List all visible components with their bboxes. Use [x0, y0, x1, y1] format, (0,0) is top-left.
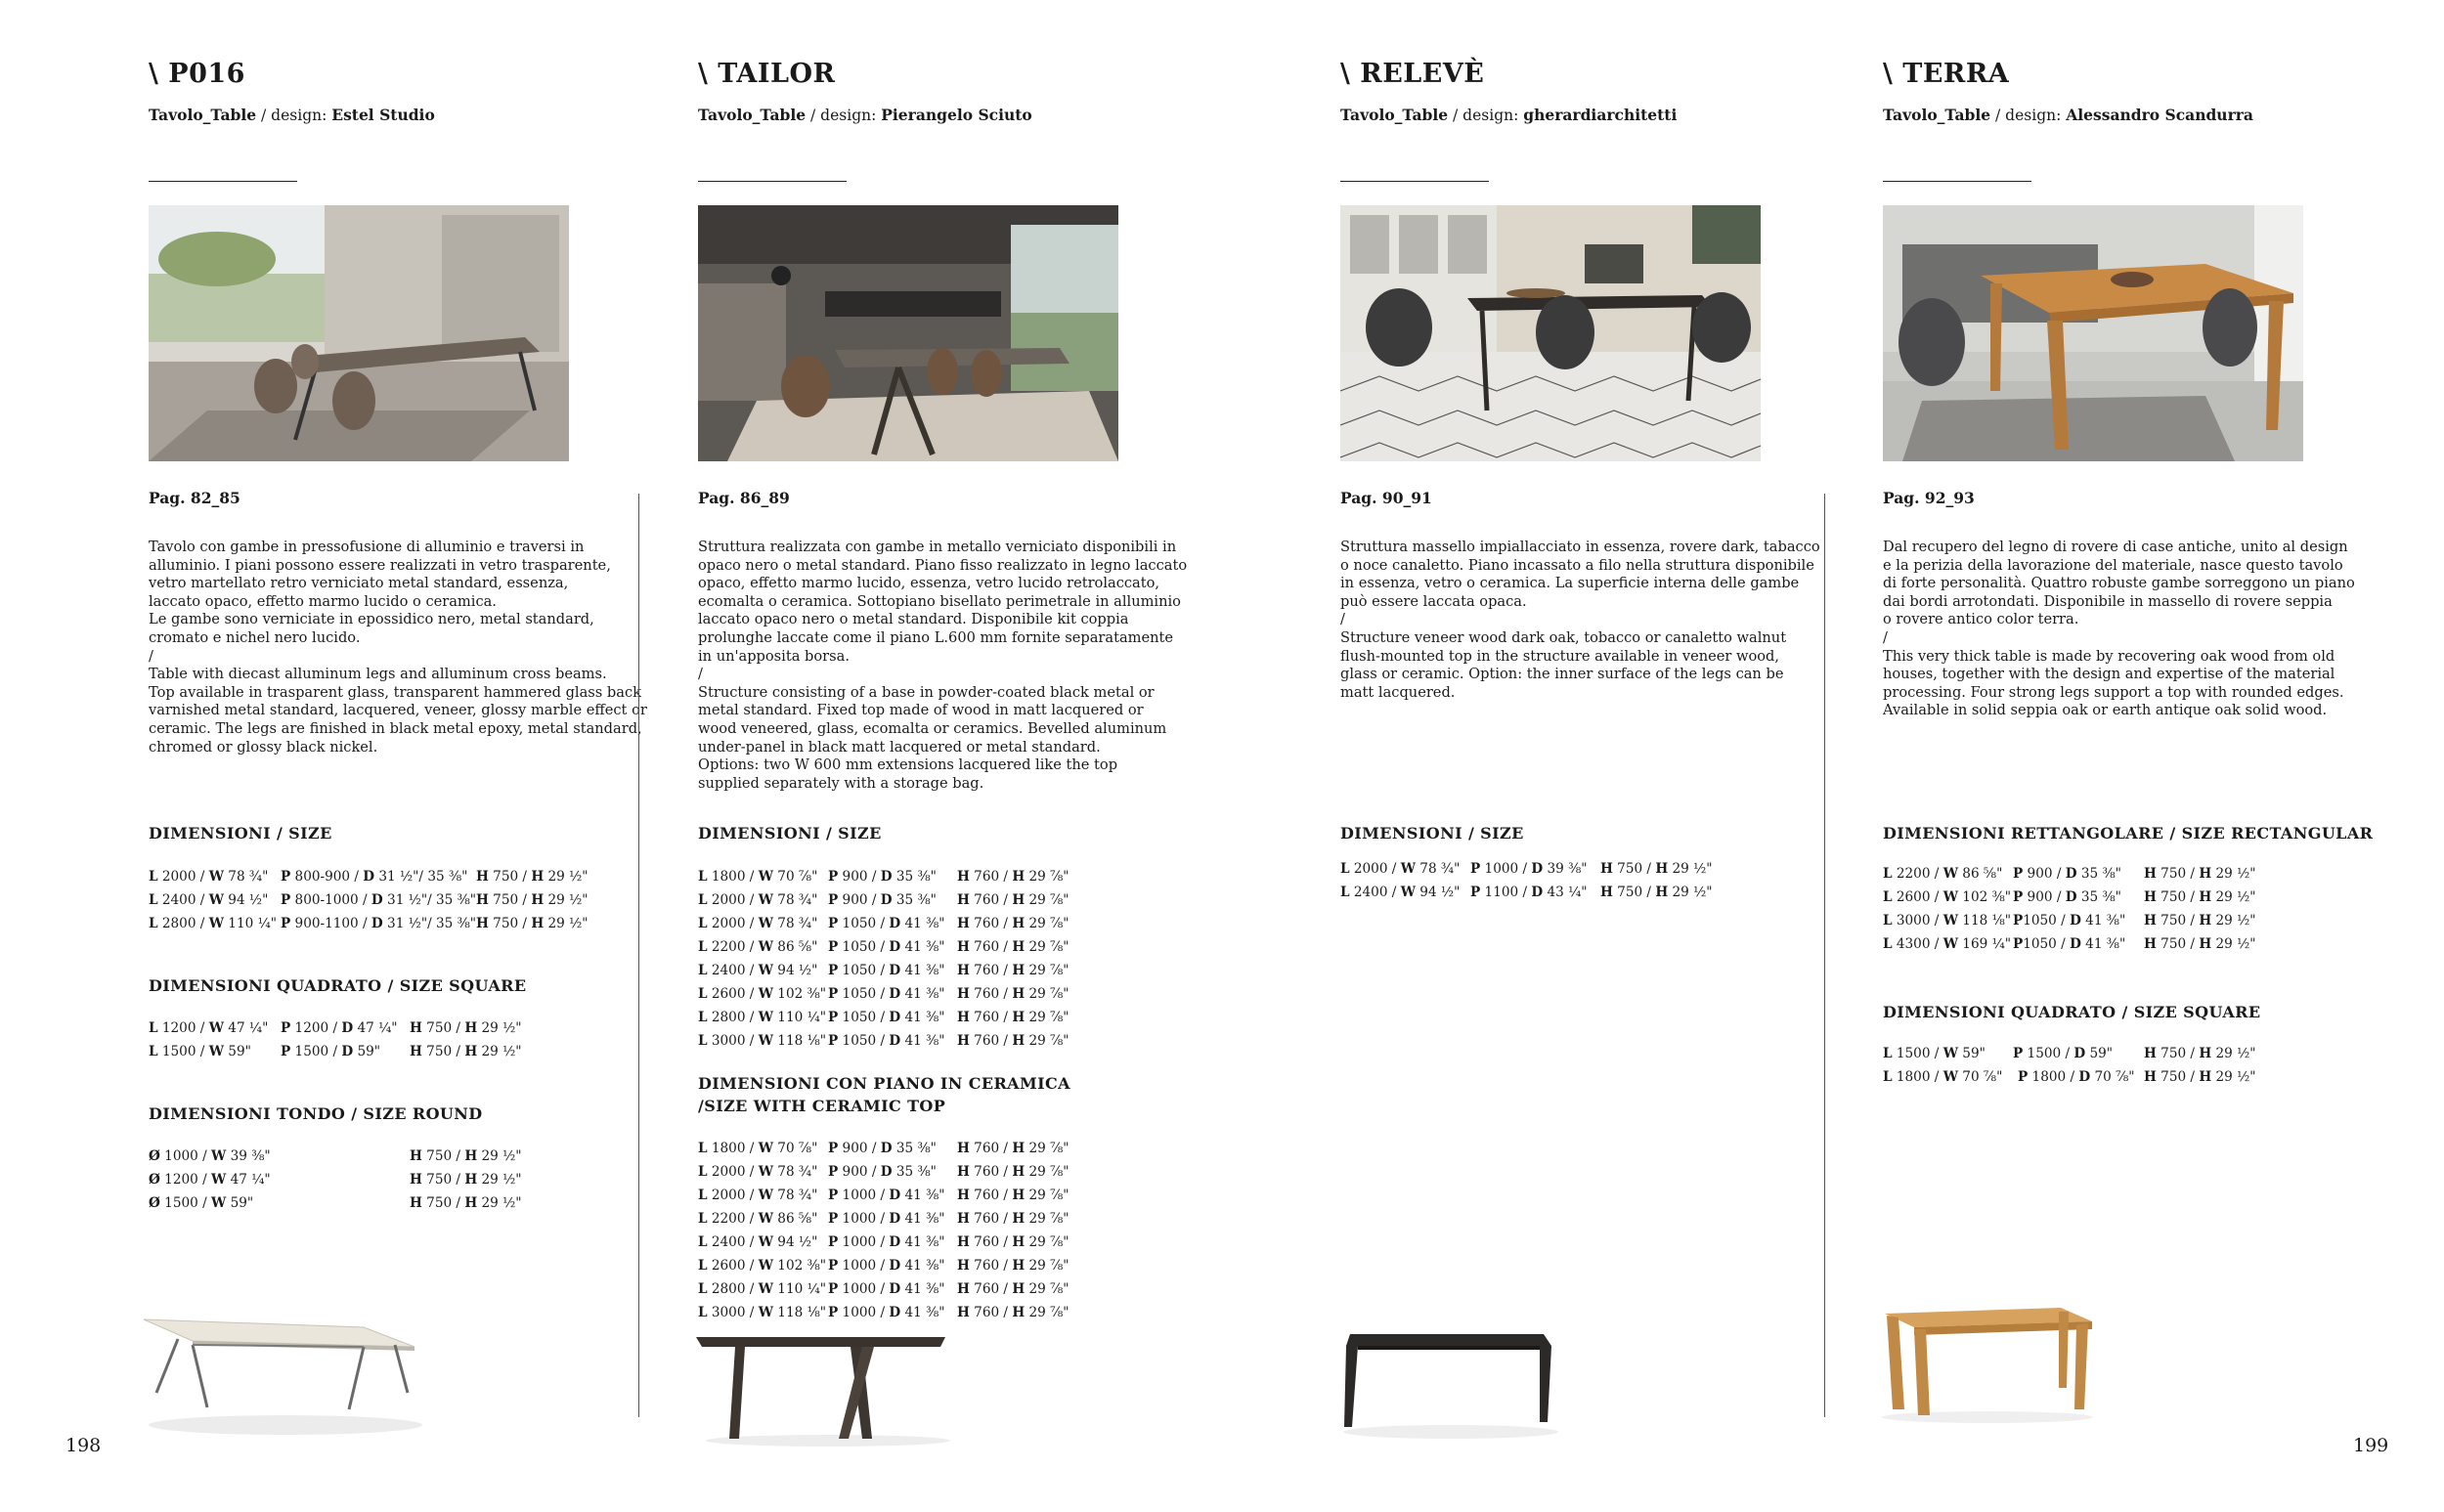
- table-cutout-image: [696, 1331, 960, 1448]
- product-title: \ P016: [149, 59, 245, 89]
- column-divider: [1824, 494, 1825, 1417]
- size-square-heading: DIMENSIONI QUADRATO / SIZE SQUARE: [1883, 1003, 2261, 1021]
- product-subtitle: Tavolo_Table / design: Estel Studio: [149, 106, 435, 124]
- page-number-left: 198: [65, 1435, 102, 1456]
- size-heading: DIMENSIONI / SIZE: [149, 824, 332, 842]
- description: Struttura massello impiallacciato in essenza, rovere dark, tabacco o noce canaletto. Piano incassato a filo nella struttura disponibile in essenza, vetro o ceramica. La superficie interna delle gambe può essere laccata opaca. / Structure veneer wood dark oak, tobacco or canaletto walnut flush-mounted top in the structure available in veneer wood, glass or ceramic. Option: the inner surface of the legs can be matt lacquered.: [1340, 539, 1820, 701]
- product-photo: [1340, 205, 1761, 461]
- table-cutout-image: [1338, 1324, 1563, 1442]
- size-heading: DIMENSIONI / SIZE: [698, 824, 882, 842]
- product-photo: [698, 205, 1118, 461]
- size-square-heading: DIMENSIONI QUADRATO / SIZE SQUARE: [149, 976, 527, 995]
- product-subtitle: Tavolo_Table / design: Pierangelo Sciuto: [698, 106, 1032, 124]
- product-subtitle: Tavolo_Table / design: gherardiarchitetti: [1340, 106, 1678, 124]
- divider: [1340, 181, 1489, 182]
- divider: [1883, 181, 2031, 182]
- size-round-heading: DIMENSIONI TONDO / SIZE ROUND: [149, 1104, 483, 1123]
- description: Dal recupero del legno di rovere di case antiche, unito al design e la perizia della lavorazione del materiale, nasce questo tavolo di forte personalità. Quattro robuste gambe sorreggono un piano dai bordi arrotondati. Disponibile in massello di rovere seppia o rovere antico color terra. / This very thick table is made by recovering oak wood from old houses, together with the design and expertise of the material processing. Four strong legs support a top with rounded edges. Available in solid seppia oak or earth antique oak solid wood.: [1883, 539, 2355, 719]
- page-reference: Pag. 86_89: [698, 489, 790, 507]
- page-reference: Pag. 82_85: [149, 489, 240, 507]
- product-title: \ TAILOR: [698, 59, 836, 89]
- table-cutout-image: [139, 1300, 422, 1447]
- size-rectangular-heading: DIMENSIONI RETTANGOLARE / SIZE RECTANGULAR: [1883, 824, 2374, 842]
- product-subtitle: Tavolo_Table / design: Alessandro Scandurra: [1883, 106, 2253, 124]
- product-title: \ RELEVÈ: [1340, 59, 1485, 89]
- product-title: \ TERRA: [1883, 59, 2010, 89]
- product-photo: [1883, 205, 2303, 461]
- column-divider: [638, 494, 639, 1417]
- table-cutout-image: [1875, 1300, 2100, 1427]
- divider: [149, 181, 297, 182]
- size-heading: DIMENSIONI / SIZE: [1340, 824, 1524, 842]
- page-reference: Pag. 92_93: [1883, 489, 1975, 507]
- page-number-right: 199: [2353, 1435, 2389, 1456]
- product-photo: [149, 205, 569, 461]
- page-reference: Pag. 90_91: [1340, 489, 1432, 507]
- divider: [698, 181, 847, 182]
- description: Tavolo con gambe in pressofusione di alluminio e traversi in alluminio. I piani possono essere realizzati in vetro trasparente, vetro martellato retro verniciato metal standard, essenza, laccato opaco, effetto marmo lucido o ceramica. Le gambe sono verniciate in epossidico nero, metal standard, cromato e nichel nero lucido. / Table with diecast alluminum legs and alluminum cross beams. Top available in trasparent glass, transparent hammered glass back varnished metal standard, lacquered, veneer, glossy marble effect or ceramic. The legs are finished in black metal epoxy, metal standard, chromed or glossy black nickel.: [149, 539, 647, 756]
- size-ceramic-heading: DIMENSIONI CON PIANO IN CERAMICA /SIZE WITH CERAMIC TOP: [698, 1074, 1070, 1115]
- description: Struttura realizzata con gambe in metallo verniciato disponibili in opaco nero o metal standard. Piano fisso realizzato in legno laccato opaco, effetto marmo lucido, essenza, vetro lucido retrolaccato, ecomalta o ceramica. Sottopiano bisellato perimetrale in alluminio laccato opaco nero o metal standard. Disponibile kit coppia prolunghe laccate come il piano L.600 mm fornite separatamente in un'apposita borsa. / Structure consisting of a base in powder-coated black metal or metal standard. Fixed top made of wood in matt lacquered or wood veneered, glass, ecomalta or ceramics. Bevelled aluminum under-panel in black matt lacquered or metal standard. Options: two W 600 mm extensions lacquered like the top supplied separately with a storage bag.: [698, 539, 1188, 792]
